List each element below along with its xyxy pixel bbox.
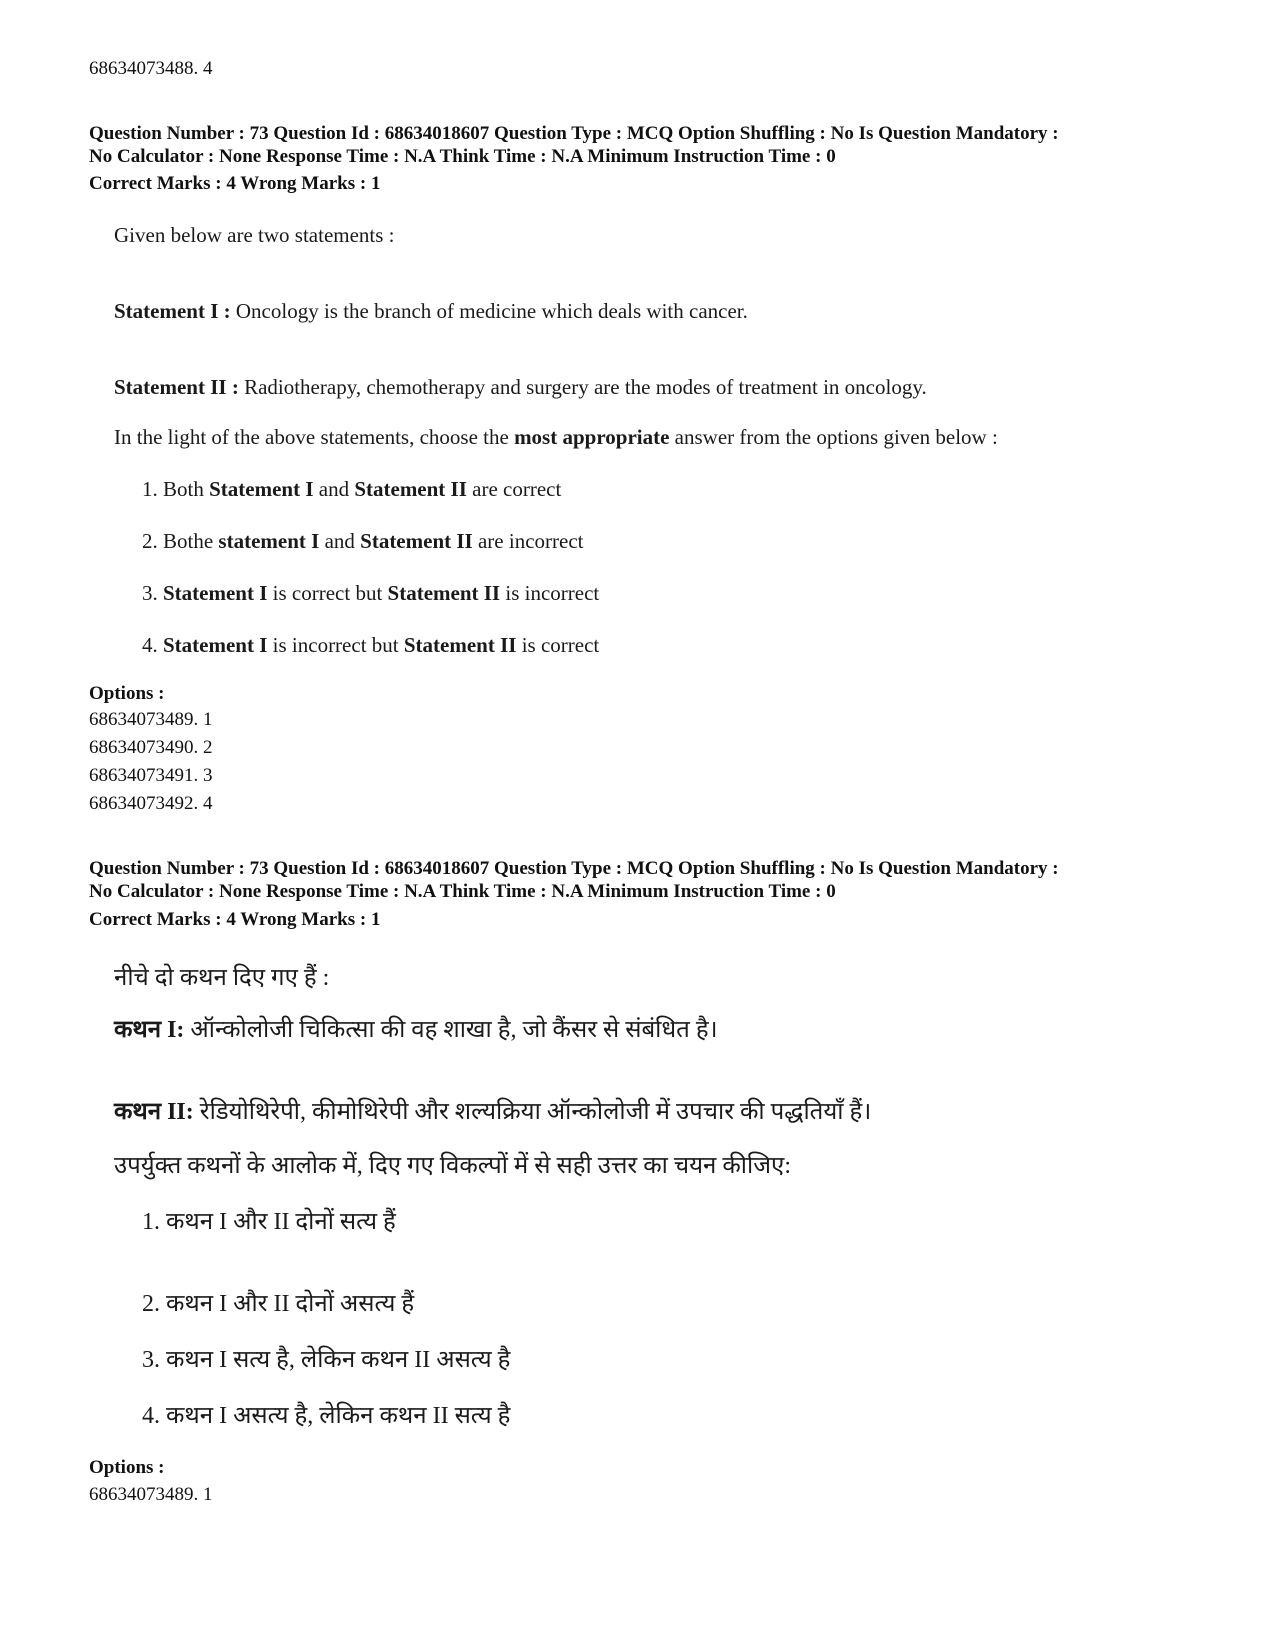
choice-1: 1. कथन I और II दोनों सत्य हैं: [142, 1209, 396, 1235]
question-marks: Correct Marks : 4 Wrong Marks : 1: [89, 909, 381, 930]
choice-text: is correct but: [267, 581, 388, 605]
statement-1-text: Oncology is the branch of medicine which deals with cancer.: [230, 299, 748, 323]
option-line: 68634073490. 2: [89, 737, 213, 758]
statement-1: [114, 1012, 718, 1045]
instruction-part-a: In the light of the above statements, choose the: [114, 425, 515, 449]
statement-2-label: Statement II :: [114, 375, 239, 399]
statement-2-text: Radiotherapy, chemotherapy and surgery are the modes of treatment in oncology.: [238, 375, 927, 399]
choice-3: [142, 581, 599, 606]
choice-bold: Statement I: [163, 633, 268, 657]
statement-1-label: Statement I :: [114, 299, 231, 323]
choice-3: 3. कथन I सत्य है, लेकिन कथन II असत्य है: [142, 1347, 511, 1373]
choice-bold: Statement I: [163, 581, 268, 605]
choice-text: 3.: [142, 581, 163, 605]
previous-option-line: 68634073488. 4: [89, 58, 213, 79]
choice-text: is incorrect: [500, 581, 600, 605]
question-intro: Given below are two statements :: [114, 223, 395, 247]
option-line: 68634073492. 4: [89, 793, 213, 814]
instruction-part-c: answer from the options given below :: [669, 425, 998, 449]
statement-2: [114, 1094, 871, 1127]
choice-bold: Statement II: [354, 477, 467, 501]
options-label: Options :: [89, 683, 165, 704]
choice-text: is incorrect but: [267, 633, 404, 657]
choice-text: 4.: [142, 633, 163, 657]
option-line: 68634073489. 1: [89, 709, 213, 730]
choice-bold: Statement II: [387, 581, 501, 605]
choice-text: is correct: [516, 633, 600, 657]
question-header-line-2: No Calculator : None Response Time : N.A Think Time : N.A Minimum Instruction Time : 0: [89, 881, 836, 902]
choice-bold: Statement II: [403, 633, 517, 657]
choice-text: 2. Bothe: [142, 529, 219, 553]
choice-text: and: [319, 529, 361, 553]
choice-4: [142, 633, 599, 658]
choice-text: 1. Both: [142, 477, 210, 501]
choice-2: [142, 529, 583, 554]
instruction-emphasis: most appropriate: [514, 425, 670, 449]
question-header-line-2: No Calculator : None Response Time : N.A Think Time : N.A Minimum Instruction Time : 0: [89, 146, 836, 167]
choice-bold: Statement I: [209, 477, 314, 501]
statement-2-text: रेडियोथिरेपी, कीमोथिरेपी और शल्यक्रिया ऑन्कोलोजी में उपचार की पद्धतियाँ हैं।: [193, 1099, 872, 1125]
question-marks: Correct Marks : 4 Wrong Marks : 1: [89, 173, 381, 194]
question-header-line-1: Question Number : 73 Question Id : 68634018607 Question Type : MCQ Option Shuffling : No Is Question Mandatory :: [89, 123, 1059, 144]
choice-text: are incorrect: [472, 529, 584, 553]
question-instruction: [114, 425, 998, 450]
choice-bold: Statement II: [360, 529, 473, 553]
question-intro: नीचे दो कथन दिए गए हैं :: [114, 965, 330, 991]
statement-2: [114, 375, 927, 400]
choice-text: are correct: [466, 477, 562, 501]
choice-bold: statement I: [218, 529, 320, 553]
statement-2-label: कथन II:: [114, 1099, 194, 1125]
statement-1-label: कथन I:: [114, 1017, 185, 1043]
choice-2: 2. कथन I और II दोनों असत्य हैं: [142, 1291, 415, 1317]
statement-1-text: ऑन्कोलोजी चिकित्सा की वह शाखा है, जो कैंसर से संबंधित है।: [184, 1017, 718, 1043]
option-line: 68634073489. 1: [89, 1484, 213, 1505]
option-line: 68634073491. 3: [89, 765, 213, 786]
choice-text: and: [313, 477, 355, 501]
statement-1: [114, 299, 748, 324]
question-instruction: उपर्युक्त कथनों के आलोक में, दिए गए विकल्पों में से सही उत्तर का चयन कीजिए:: [114, 1153, 791, 1179]
question-header-line-1: Question Number : 73 Question Id : 68634018607 Question Type : MCQ Option Shuffling : No Is Question Mandatory :: [89, 858, 1059, 879]
options-label: Options :: [89, 1457, 165, 1478]
choice-1: [142, 477, 561, 502]
choice-4: 4. कथन I असत्य है, लेकिन कथन II सत्य है: [142, 1403, 511, 1429]
